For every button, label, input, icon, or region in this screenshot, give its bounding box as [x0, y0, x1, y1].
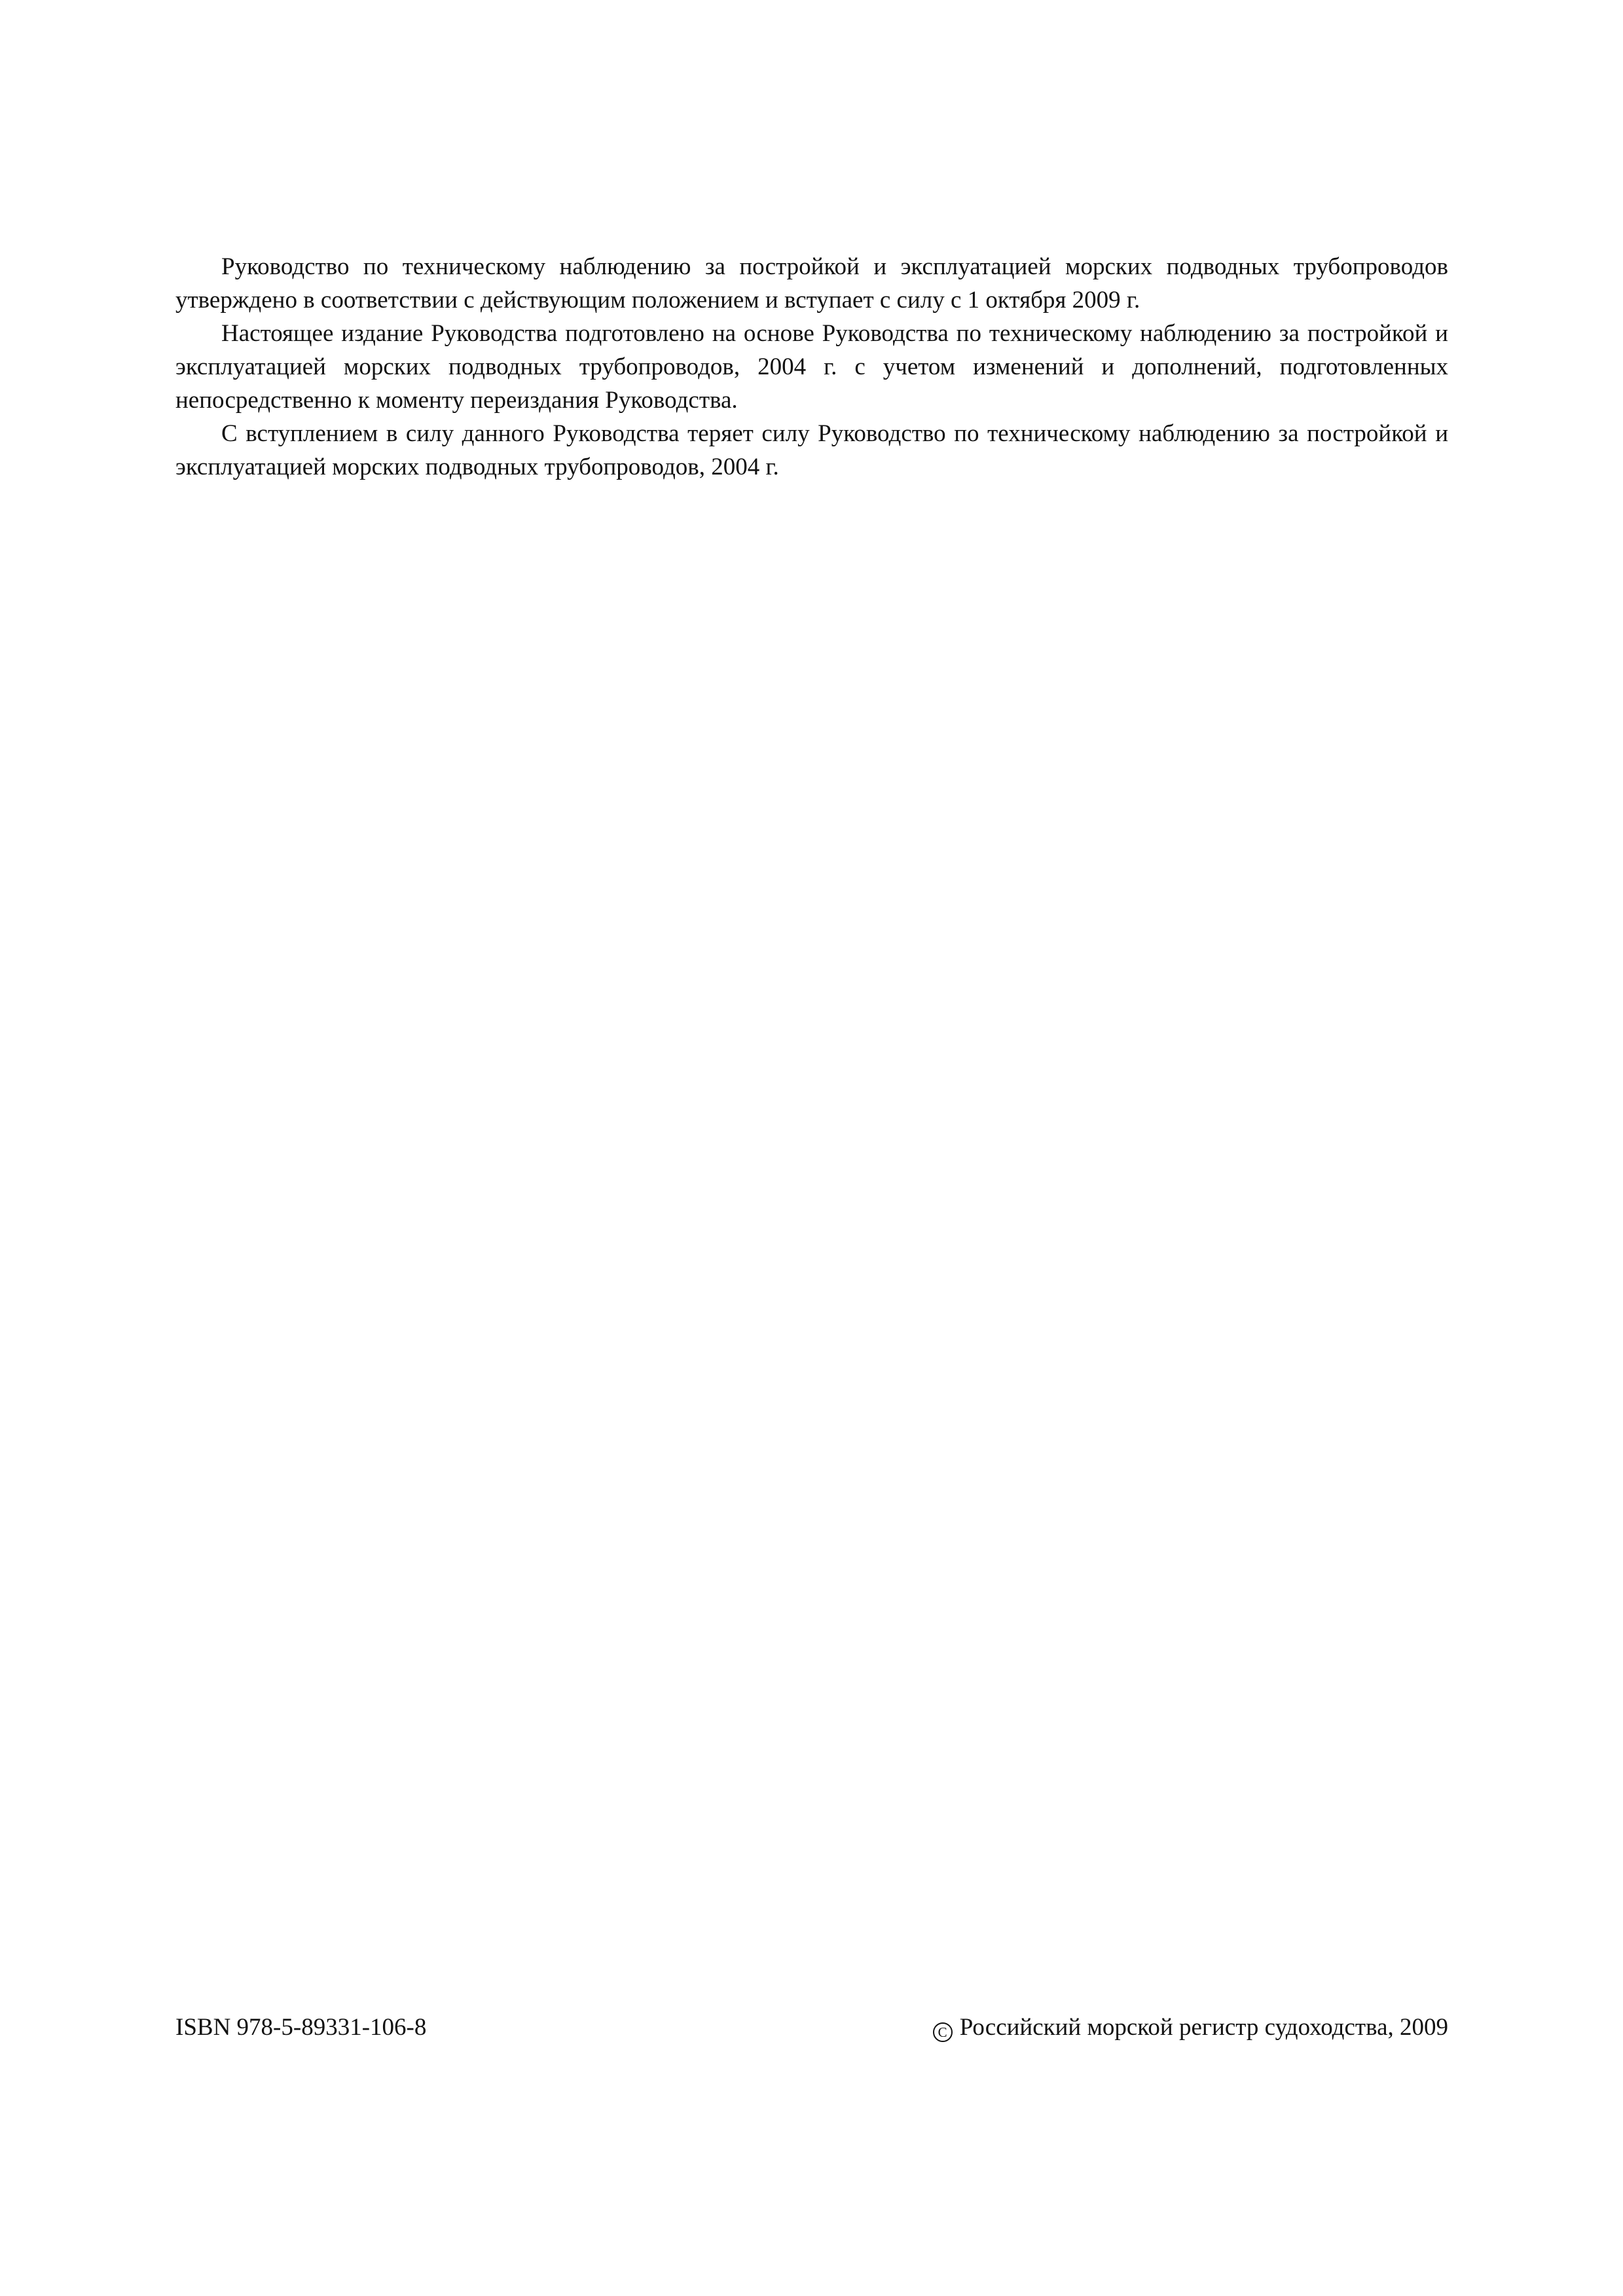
- copyright-icon: C: [933, 2022, 953, 2042]
- paragraph-approval: Руководство по техническому наблюдению за постройкой и эксплуатацией морских подводных трубопроводов утверждено в соответствии с действующим положением и вступает с силу с 1 октября 2009 г.: [175, 253, 1448, 314]
- isbn-number: ISBN 978-5-89331-106-8: [175, 2014, 427, 2041]
- paragraph-supersedes: С вступлением в силу данного Руководства теряет силу Руководство по техническому наблюдению за постройкой и эксплуатацией морских подводных трубопроводов, 2004 г.: [175, 420, 1448, 480]
- paragraph-edition-basis: Настоящее издание Руководства подготовлено на основе Руководства по техническому наблюдению за постройкой и эксплуатацией морских подводных трубопроводов, 2004 г. с учетом изменений и дополнений, подготовленных непосредственно к моменту переиздания Руководства.: [175, 320, 1448, 414]
- copyright-notice: [933, 2011, 1448, 2045]
- copyright-holder: Российский морской регистр судоходства, 2009: [959, 2014, 1448, 2041]
- publication-footer: [175, 2011, 1448, 2045]
- document-body: [175, 250, 1448, 484]
